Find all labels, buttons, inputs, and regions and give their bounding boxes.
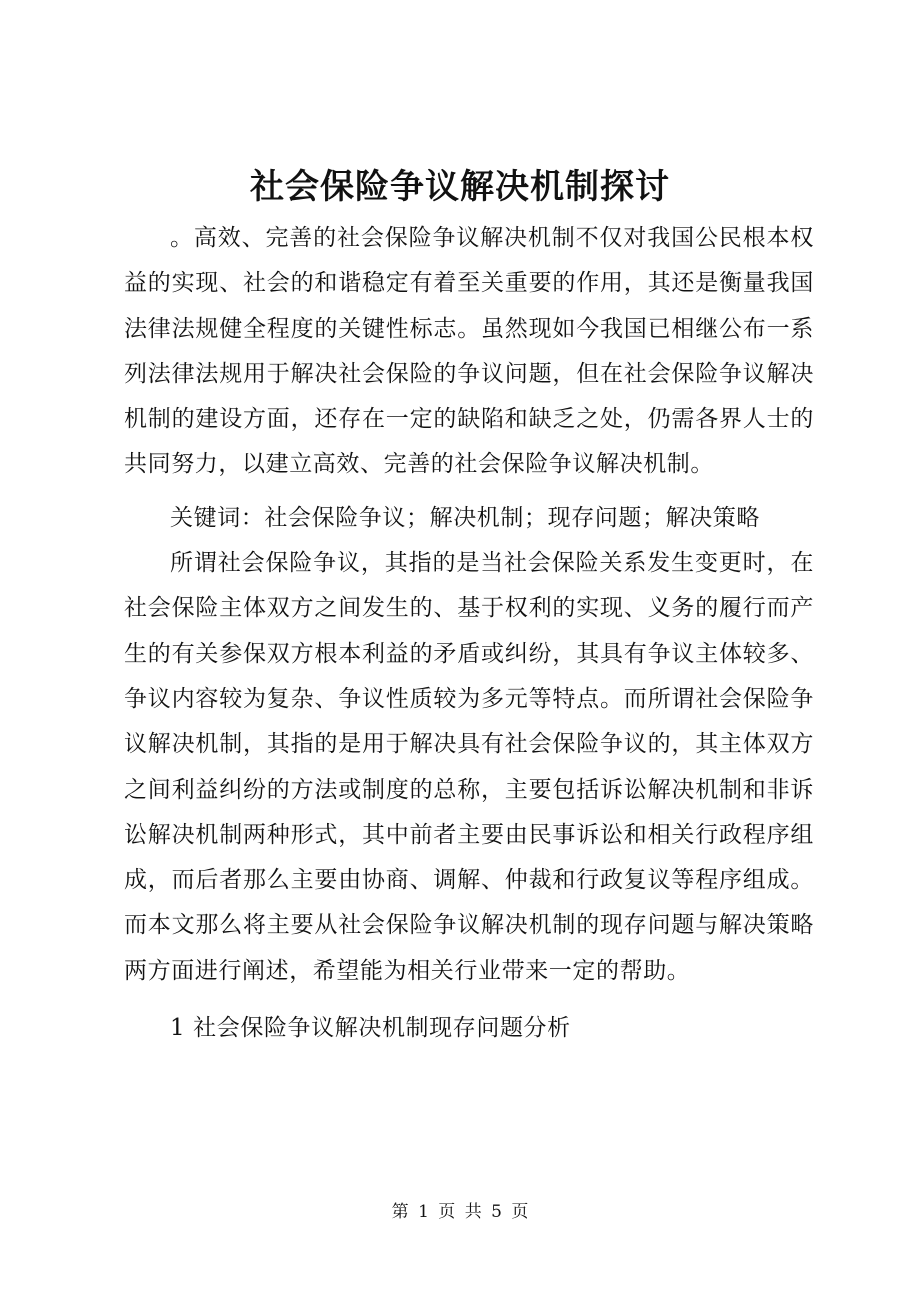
keywords-paragraph: 关键词：社会保险争议；解决机制；现存问题；解决策略: [170, 504, 760, 531]
document-title: 社会保险争议解决机制探讨: [250, 167, 670, 207]
intro-paragraph: 所谓社会保险争议，其指的是当社会保险关系发生变更时，在社会保险主体双方之间发生的、基于权利的实现、义务的履行而产生的有关参保双方根本利益的矛盾或纠纷，其具有争议主体较多、争议内容较为复杂、争议性质较为多元等特点。而所谓社会保险争议解决机制，其指的是用于解决具有社会保险争议的，其主体双方之间利益纠纷的方法或制度的总称，主要包括诉讼解决机制和非诉讼解决机制两种形式，其中前者主要由民事诉讼和相关行政程序组成，而后者那么主要由协商、调解、仲裁和行政复议等程序组成。而本文那么将主要从社会保险争议解决机制的现存问题与解决策略两方面进行阐述，希望能为相关行业带来一定的帮助。: [124, 550, 814, 984]
section-heading: 1 社会保险争议解决机制现存问题分析: [170, 1015, 571, 1042]
document-body: [124, 216, 814, 1051]
abstract-paragraph: 。高效、完善的社会保险争议解决机制不仅对我国公民根本权益的实现、社会的和谐稳定有着至关重要的作用，其还是衡量我国法律法规健全程度的关键性标志。虽然现如今我国已相继公布一系列法律法规用于解决社会保险的争议问题，但在社会保险争议解决机制的建设方面，还存在一定的缺陷和缺乏之处，仍需各界人士的共同努力，以建立高效、完善的社会保险争议解决机制。: [124, 225, 814, 478]
page-number-footer: 第 1 页 共 5 页: [391, 1202, 529, 1222]
